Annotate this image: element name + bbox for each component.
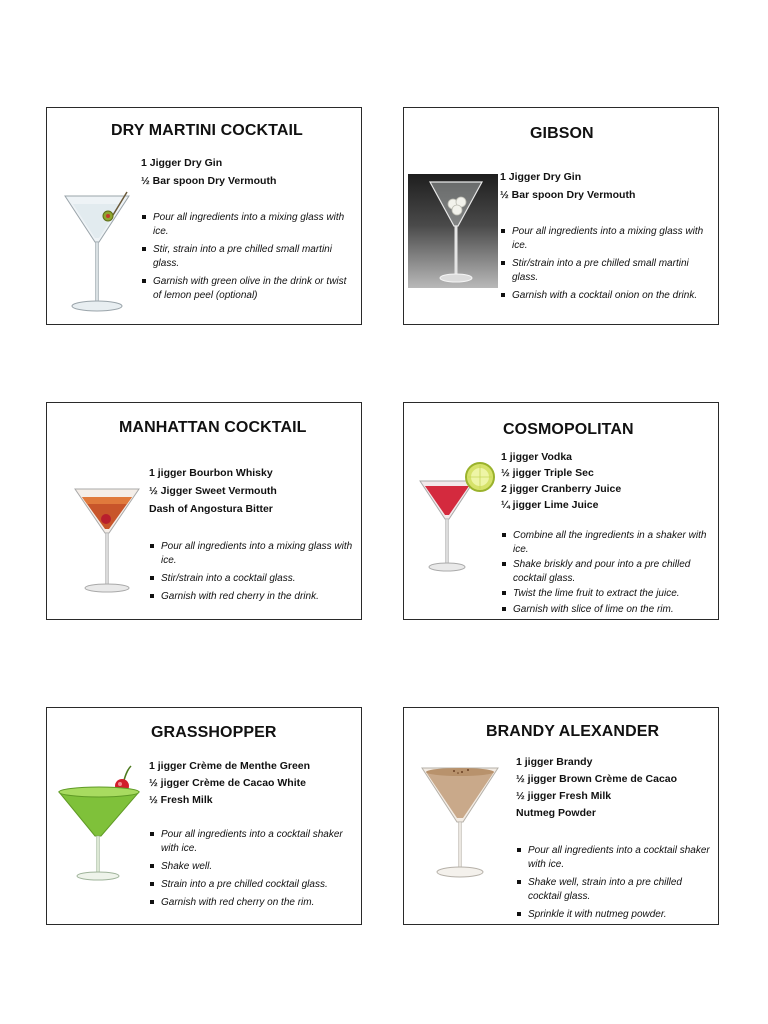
ingredient: ½ Jigger Sweet Vermouth [149, 485, 277, 497]
ingredient: 1 jigger Vodka [501, 451, 572, 463]
recipe-card-grasshopper [46, 707, 362, 925]
card-title: BRANDY ALEXANDER [486, 723, 660, 740]
step-list [500, 225, 710, 307]
step: Shake well, strain into a pre chilled cocktail glass. [516, 876, 712, 904]
recipe-card-cosmopolitan [403, 402, 719, 620]
step: Garnish with green olive in the drink or twist of lemon peel (optional) [141, 275, 353, 303]
step: Combine all the ingredients in a shaker with ice. [501, 529, 711, 556]
ingredient: ½ jigger Crème de Cacao White [149, 777, 306, 789]
recipe-card-manhattan [46, 402, 362, 620]
step: Stir/strain into a cocktail glass. [149, 572, 355, 586]
step-list [149, 540, 355, 608]
step: Garnish with red cherry on the rim. [149, 896, 355, 910]
step: Pour all ingredients into a cocktail shaker with ice. [149, 828, 355, 856]
recipe-card-brandy-alexander [403, 707, 719, 925]
step: Pour all ingredients into a cocktail shaker with ice. [516, 844, 712, 872]
ingredient-list [516, 754, 677, 822]
step: Shake well. [149, 860, 355, 874]
recipe-card-gibson [403, 107, 719, 325]
grasshopper-glass-image [55, 762, 141, 888]
step: Strain into a pre chilled cocktail glass. [149, 878, 355, 892]
step-list [141, 211, 353, 307]
step: Shake briskly and pour into a pre chilled cocktail glass. [501, 558, 711, 585]
step: Garnish with a cocktail onion on the drink. [500, 289, 710, 303]
ingredient: 2 jigger Cranberry Juice [501, 483, 622, 495]
ingredient: ½ jigger Fresh Milk [516, 790, 612, 802]
brandy-alexander-glass-image [418, 760, 502, 886]
ingredient: Nutmeg Powder [516, 807, 596, 819]
step: Sprinkle it with nutmeg powder. [516, 908, 712, 922]
ingredient: 1 jigger Crème de Menthe Green [149, 760, 311, 772]
ingredient: ½ Fresh Milk [149, 794, 213, 806]
ingredient: 1 Jigger Dry Gin [500, 171, 582, 183]
ingredient: 1 Jigger Dry Gin [141, 157, 223, 169]
ingredient: 1 jigger Brandy [516, 756, 593, 768]
ingredient-list [149, 464, 277, 518]
ingredient-list [500, 168, 635, 204]
ingredient: Dash of Angostura Bitter [149, 503, 273, 515]
step: Pour all ingredients into a mixing glass with ice. [500, 225, 710, 253]
step: Pour all ingredients into a mixing glass with ice. [149, 540, 355, 568]
step: Twist the lime fruit to extract the juice. [501, 587, 711, 601]
manhattan-glass-image [71, 485, 143, 595]
ingredient-list [141, 154, 276, 190]
card-title: DRY MARTINI COCKTAIL [111, 122, 303, 139]
gibson-glass-image [408, 174, 498, 288]
step-list [149, 828, 355, 914]
cosmopolitan-glass-image [416, 459, 500, 575]
ingredient: ½ Bar spoon Dry Vermouth [500, 189, 636, 201]
step: Garnish with red cherry in the drink. [149, 590, 355, 604]
ingredient: 1 jigger Bourbon Whisky [149, 467, 273, 479]
card-title: GIBSON [530, 125, 594, 142]
step: Stir/strain into a pre chilled small martini glass. [500, 257, 710, 285]
recipe-card-dry-martini [46, 107, 362, 325]
ingredient: ½ jigger Brown Crème de Cacao [516, 773, 678, 785]
card-title: GRASSHOPPER [151, 724, 277, 741]
ingredient: ¼ jigger Lime Juice [501, 499, 599, 511]
ingredient-list [149, 758, 310, 809]
card-title: MANHATTAN COCKTAIL [119, 419, 307, 436]
martini-glass-image [61, 188, 133, 318]
card-title: COSMOPOLITAN [503, 421, 634, 438]
step-list [501, 529, 711, 618]
step-list [516, 844, 712, 925]
step: Stir, strain into a pre chilled small martini glass. [141, 243, 353, 271]
step: Garnish with slice of lime on the rim. [501, 603, 711, 617]
ingredient-list [501, 449, 621, 513]
ingredient: ½ jigger Triple Sec [501, 467, 594, 479]
step: Pour all ingredients into a mixing glass with ice. [141, 211, 353, 239]
ingredient: ½ Bar spoon Dry Vermouth [141, 175, 277, 187]
